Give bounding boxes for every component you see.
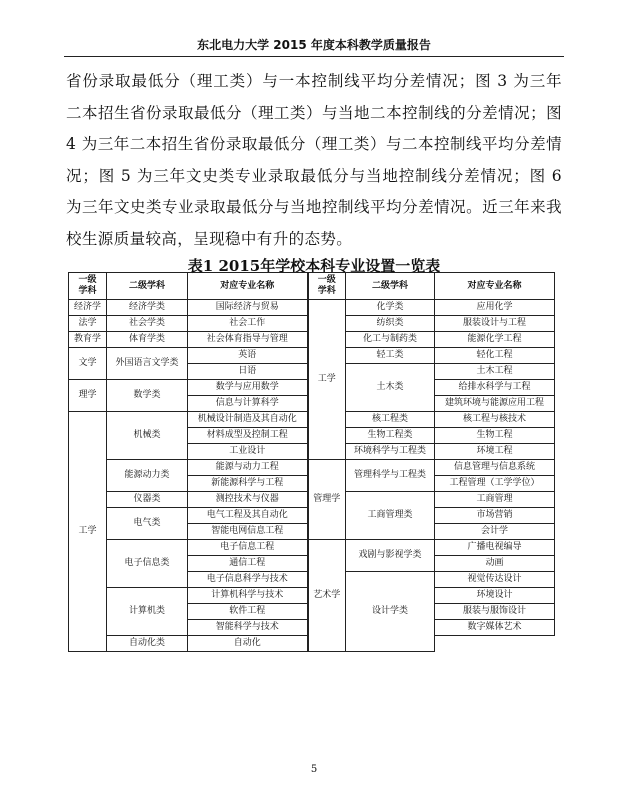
header-major-right: 对应专业名称 — [435, 273, 555, 300]
majors-table — [68, 272, 555, 652]
cell: 自动化类 — [107, 636, 188, 652]
cell: 自动化 — [188, 636, 308, 652]
cell: 电气工程及其自动化 — [188, 508, 308, 524]
table-header-row — [69, 273, 555, 300]
cell: 生物工程 — [435, 428, 555, 444]
cell: 信息与计算科学 — [188, 396, 308, 412]
cell: 经济学类 — [107, 300, 188, 316]
header-second-level-right: 二级学科 — [346, 273, 435, 300]
cell: 能源与动力工程 — [188, 460, 308, 476]
cell: 动画 — [435, 556, 555, 572]
cell: 新能源科学与工程 — [188, 476, 308, 492]
cell: 服装设计与工程 — [435, 316, 555, 332]
cell: 软件工程 — [188, 604, 308, 620]
cell: 建筑环境与能源应用工程 — [435, 396, 555, 412]
cell: 土木类 — [346, 364, 435, 412]
cell: 电子信息工程 — [188, 540, 308, 556]
cell: 工商管理 — [435, 492, 555, 508]
table-caption: 表1 2015年学校本科专业设置一览表 — [187, 257, 441, 275]
cell: 艺术学 — [308, 540, 346, 652]
cell: 视觉传达设计 — [435, 572, 555, 588]
cell: 数学与应用数学 — [188, 380, 308, 396]
body-paragraph: 省份录取最低分（理工类）与一本控制线平均分差情况；图 3 为三年二本招生省份录取最低分（理工类）与当地二本控制线的分差情况；图 4 为三年二本招生省份录取最低分（理工类）与二本控制线平均分差情况；图 5 为三年文史类专业录取最低分与当地控制线分差情况；图 6 为三年文史类专业录取最低分与当地控制线平均分差情况。近三年来我校生源质量较高，呈现稳中有升的态势。 — [66, 72, 562, 248]
cell: 广播电视编导 — [435, 540, 555, 556]
cell: 工业设计 — [188, 444, 308, 460]
cell: 环境工程 — [435, 444, 555, 460]
table-row — [69, 460, 555, 476]
cell: 工学 — [69, 412, 107, 652]
cell: 计算机科学与技术 — [188, 588, 308, 604]
cell: 机械设计制造及其自动化 — [188, 412, 308, 428]
cell: 化工与制药类 — [346, 332, 435, 348]
cell: 设计学类 — [346, 572, 435, 652]
cell: 工学 — [308, 300, 346, 460]
cell: 工程管理（工学学位） — [435, 476, 555, 492]
cell: 法学 — [69, 316, 107, 332]
header-major: 对应专业名称 — [188, 273, 308, 300]
cell: 纺织类 — [346, 316, 435, 332]
cell: 环境科学与工程类 — [346, 444, 435, 460]
cell: 数字媒体艺术 — [435, 620, 555, 636]
header-first-level-right: 一级 学科 — [308, 273, 346, 300]
cell: 化学类 — [346, 300, 435, 316]
table-row — [69, 540, 555, 556]
cell: 给排水科学与工程 — [435, 380, 555, 396]
cell: 应用化学 — [435, 300, 555, 316]
cell: 能源化学工程 — [435, 332, 555, 348]
cell: 仪器类 — [107, 492, 188, 508]
page-number: 5 — [310, 764, 318, 775]
cell: 数学类 — [107, 380, 188, 412]
cell: 日语 — [188, 364, 308, 380]
cell: 体育学类 — [107, 332, 188, 348]
cell: 外国语言文学类 — [107, 348, 188, 380]
report-header: 东北电力大学 2015 年度本科教学质量报告 — [64, 36, 564, 57]
cell: 轻工类 — [346, 348, 435, 364]
cell: 工商管理类 — [346, 492, 435, 540]
cell: 文学 — [69, 348, 107, 380]
cell: 机械类 — [107, 412, 188, 460]
header-first-level: 一级 学科 — [69, 273, 107, 300]
cell: 核工程与核技术 — [435, 412, 555, 428]
cell: 管理科学与工程类 — [346, 460, 435, 492]
cell: 英语 — [188, 348, 308, 364]
cell: 社会工作 — [188, 316, 308, 332]
cell: 社会学类 — [107, 316, 188, 332]
cell: 教育学 — [69, 332, 107, 348]
cell: 会计学 — [435, 524, 555, 540]
cell: 电气类 — [107, 508, 188, 540]
cell: 核工程类 — [346, 412, 435, 428]
cell: 戏剧与影视学类 — [346, 540, 435, 572]
cell: 计算机类 — [107, 588, 188, 636]
cell: 测控技术与仪器 — [188, 492, 308, 508]
header-second-level: 二级学科 — [107, 273, 188, 300]
cell: 管理学 — [308, 460, 346, 540]
cell: 通信工程 — [188, 556, 308, 572]
cell: 智能电网信息工程 — [188, 524, 308, 540]
table-row — [69, 300, 555, 316]
cell: 材料成型及控制工程 — [188, 428, 308, 444]
cell: 社会体育指导与管理 — [188, 332, 308, 348]
cell: 电子信息科学与技术 — [188, 572, 308, 588]
cell: 土木工程 — [435, 364, 555, 380]
cell: 电子信息类 — [107, 540, 188, 588]
cell: 能源动力类 — [107, 460, 188, 492]
cell: 环境设计 — [435, 588, 555, 604]
cell: 经济学 — [69, 300, 107, 316]
cell: 国际经济与贸易 — [188, 300, 308, 316]
cell: 生物工程类 — [346, 428, 435, 444]
cell: 服装与服饰设计 — [435, 604, 555, 620]
cell: 市场营销 — [435, 508, 555, 524]
cell: 智能科学与技术 — [188, 620, 308, 636]
cell: 理学 — [69, 380, 107, 412]
cell: 轻化工程 — [435, 348, 555, 364]
cell: 信息管理与信息系统 — [435, 460, 555, 476]
